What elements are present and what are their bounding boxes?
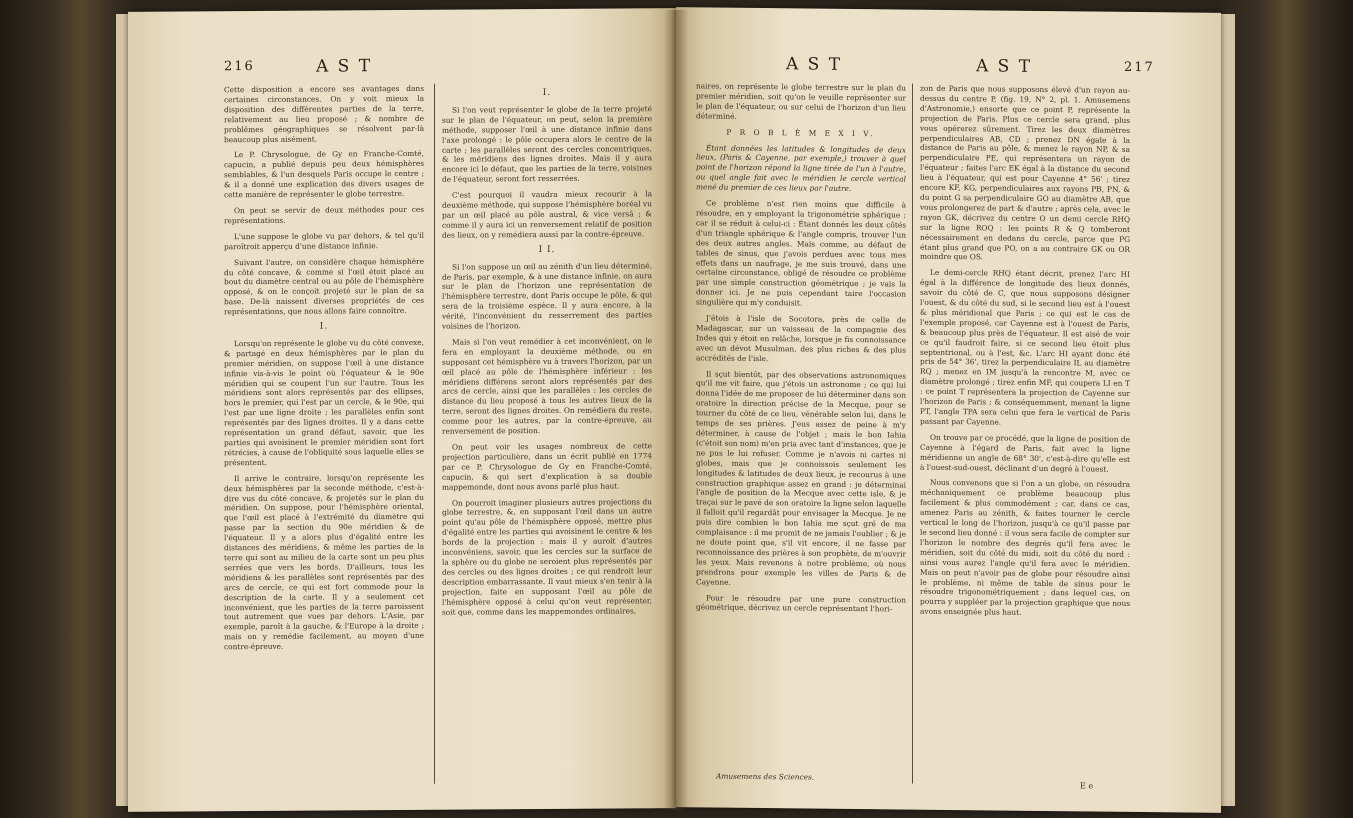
right-page-number: 217 (1124, 59, 1155, 76)
problem-heading: P R O B L È M E X I V. (726, 127, 876, 138)
paragraph: Il arrive le contraire, lorsqu'on représente les deux hémisphères par la seconde méthode, c'est-à-dire vus du côté concave, & projetés sur le plan du méridien. On suppose, pour l'hémisphère oriental, que l'œil est placé à l'extrémité du diamètre qui passe par la section du 90e méridien & de l'équateur. Il y a alors plus d'égalité entre les distances des méridiens, & même les parties de la terre qui sont au milieu de la carte sont un peu plus serrées que vers les bords. D'ailleurs, tous les méridiens & les parallèles sont représentés par des arcs de cercle, ce qui est fort commode pour la description de la carte. Il y a seulement cet inconvénient, que les parties de la terre paroissent tout autrement que vues par dehors. L'Asie, par exemple, paroît à la gauche, & l'Europe à la droite ; mais on y remédie facilement, au moyen d'une contre-épreuve. (224, 472, 424, 652)
left-running-head: A S T (316, 56, 373, 77)
paragraph: naires, on représente le globe terrestre sur le plan du premier méridien, soit qu'on le veuille représenter sur le plan de l'équateur, ou sur celui de l'horizon d'un lieu déterminé. (696, 81, 906, 121)
paragraph: C'est pourquoi il vaudra mieux recourir à la deuxième méthode, qui suppose l'hémisphère boréal vu par un œil placé au pôle austral, & vice versâ ; & comme il y aura ici un renversement relatif de position des lieux, on y remédiera aussi par la contre-épreuve. (442, 189, 652, 240)
right-running-head-1: A S T (786, 54, 843, 75)
paragraph: Il sçut bientôt, par des observations astronomiques qu'il me vit faire, que j'étois un astronome ; ce qui lui donna l'idée de me proposer de lui déterminer dans son oratoire la direction précise de la Mecque, pour se tourner du côté de ce lieu, vénérable selon lui, dans le temps de ses prières. J'eus assez de peine à m'y déterminer, à cause de l'objet ; mais le bon Iahia (c'étoit son nom) m'en pria avec tant d'instances, que je ne pus le lui refuser. Comme je n'avois ni cartes ni globes, mais que je connoissois seulement les longitudes & latitudes de deux lieux, je recourus à une construction graphique assez en grand : je déterminai l'angle de position de la Mecque avec cette isle, & je traçai sur le pavé de son oratoire la ligne selon laquelle il falloit qu'il regardât pour envisager la Mecque. Je ne puis dire combien le bon Iahia me sçut gré de ma complaisance : il me promit de ne jamais l'oublier ; & je ne doute point que, s'il vit encore, il ne fasse par reconnoissance des prières à son prophète, de m'ouvrir les yeux. Mais revenons à notre problème, où nous prendrons pour exemple les villes de Paris & de Cayenne. (696, 369, 906, 587)
paragraph: Pour le résoudre par une pure construction géométrique, décrivez un cercle représentant l'hori- (696, 592, 906, 614)
paragraph: Nous convenons que si l'on a un globe, on résoudra méchaniquement ce problème beaucoup plus facilement & plus commodément ; car, dans ce cas, amenez Paris au zénith, & faites tourner le cercle vertical le long de l'horizon, jusqu'à ce qu'il passe par le second lieu donné : il vous sera facile de compter sur l'horizon le nombre des degrés qu'il fera avec le méridien, soit du côté du midi, soit du côté du nord : ainsi vous aurez l'angle qu'il fera avec le méridien. Mais on peut n'avoir pas de globe pour résoudre ainsi le problème, ni même de table de sinus pour le résoudre trigonométriquement ; dans lequel cas, on pourra y suppléer par la projection graphique que nous avons enseignée plus haut. (920, 478, 1130, 617)
left-column-1 (224, 84, 424, 658)
paragraph: L'une suppose le globe vu par dehors, & tel qu'il paroîtroit apperçu d'une distance infinie. (224, 230, 424, 251)
paragraph: Lorsqu'on représente le globe vu du côté convexe, & partagé en deux hémisphères par le plan du premier méridien, on suppose l'œil à une distance infinie vis-à-vis le point où l'équateur & le 90e méridien qui se coupent l'un sur l'autre. Tous les méridiens sont alors représentés par des ellipses, hors le premier, qui l'est par un cercle, & le 90e, qui l'est par une ligne droite ; les parallèles enfin sont représentés par des lignes droites. Il y a dans cette représentation un grand défaut, savoir, que les parties qui avoisinent le premier méridien sont fort rétrécies, à cause de l'obliquité sous laquelle elles se présentent. (224, 337, 424, 468)
left-column-2 (442, 82, 652, 623)
paragraph: On trouve par ce procédé, que la ligne de position de Cayenne à l'égard de Paris, fait avec la ligne méridienne un angle de 68° 30', c'est-à-dire qu'elle est à l'ouest-sud-ouest, déclinant d'un degré à l'ouest. (920, 432, 1130, 474)
paragraph: Le P. Chrysologue, de Gy en Franche-Comté, capucin, a publié depuis peu deux hémisphères semblables, & l'un desquels Paris occupe le centre ; & il a donné une explication des divers usages de cette manière de représenter le globe terrestre. (224, 149, 424, 200)
section-heading-1: I. (542, 87, 552, 99)
footer-title: Amusemens des Sciences. (716, 771, 815, 782)
right-page-edges (1221, 14, 1235, 806)
right-header (676, 53, 1221, 85)
right-column-1 (696, 81, 906, 621)
column-rule (912, 84, 913, 784)
paragraph: Le demi-cercle RHQ étant décrit, prenez l'arc HI égal à la différence de longitude des lieux donnés, savoir du côté de C, que nous supposons désigner l'ouest, & du côté du sud, si le second lieu est à l'ouest & plus méridional que Paris ; ce qui est le cas de l'exemple proposé, car Cayenne est à l'ouest de Paris, & beaucoup plus près de l'équateur. Il est aisé de voir ce qu'il faudroit faire, si ce second lieu étoit plus septentrional, ou à l'est, &c. L'arc HI ayant donc été pris de 54° 36', tirez la perpendiculaire IL au diamètre RQ ; menez en IM jusqu'à la rencontre M, avec ce diamètre prolongé ; tirez enfin MF, qui coupera LI en T : ce point T représentera la projection de Cayenne sur l'horizon de Paris ; & conséquemment, menant la ligne PT, l'angle TPA sera celui que fera le vertical de Paris passant par Cayenne. (920, 268, 1130, 427)
paragraph: On peut se servir de deux méthodes pour ces représentations. (224, 204, 424, 226)
paragraph: Cette disposition a encore ses avantages dans certaines circonstances. On y voit mieux la disposition des différentes parties de la terre, relativement au lieu proposé ; & nombre de problêmes géographiques se résolvent par-là beaucoup plus aisément. (224, 83, 424, 144)
paragraph: On pourroit imaginer plusieurs autres projections du globe terrestre, &, en supposant l'œil dans un autre point qu'au pôle de l'hémisphère opposé, mettre plus d'égalité entre les parties qui avoisinent le centre & les bords de la projection : mais il y auroit d'autres inconvéniens, savoir, que les cercles sur la surface de la sphère ou du globe ne seroient plus représentés par des cercles ou des lignes droites ; ce qui rendroit leur description embarrassante. Il vaut mieux s'en tenir à la projection, faite en supposant l'œil au pôle de l'hémisphère opposé à celui qu'on veut représenter, soit que, comme dans les mappemondes ordinaires, (442, 496, 652, 617)
left-header (128, 54, 676, 84)
column-rule (434, 84, 435, 784)
paragraph: Ce problème n'est rien moins que difficile à résoudre, en y employant la trigonométrie sphérique ; car il se réduit à celui-ci : Étant donnés les deux côtés d'un triangle sphérique & l'angle compris, trouver l'un des deux autres angles. Mais comme, au défaut de tables de sinus, que j'avois perdues avec tous mes effets dans un naufrage, je me suis trouvé, dans une certaine circonstance, obligé de résoudre ce problème par une simple construction géométrique ; je vais la donner ici. Je ne puis cependant taire l'occasion singulière qui m'y conduisit. (696, 198, 906, 308)
section-number: I. (319, 321, 329, 332)
right-column-2 (920, 84, 1130, 625)
paragraph: On peut voir les usages nombreux de cette projection particulière, dans un écrit publié en 1774 par ce P. Chrysologue de Gy en Franche-Comté, capucin, & qui sert d'explication à sa double mappemonde, dont nous avons parlé plus haut. (442, 441, 652, 492)
right-running-head-2: A S T (976, 56, 1033, 77)
signature-mark: E e (1080, 781, 1094, 791)
left-page-number: 216 (224, 59, 255, 75)
paragraph: J'étois à l'isle de Socotora, près de celle de Madagascar, sur un vaisseau de la compagnie des Indes qui y étoit en relâche, lorsque je fis connoissance avec un dévot Musulman, des plus riches & des plus accrédités de l'isle. (696, 313, 906, 363)
paragraph: Mais si l'on veut remédier à cet inconvénient, on le fera en employant la deuxième méthode, ou en supposant cet hémisphère vu à travers l'horizon, par un œil placé au pôle de l'hémisphère inférieur : les méridiens différens seront alors représentés par des arcs de cercle, ainsi que les parallèles : les cercles de distance du lieu proposé à tous les autres lieux de la terre, seront des lignes droites. On remédiera du reste, comme pour les autres, par la contre-épreuve, au renversement de position. (442, 336, 653, 436)
book-gutter (664, 10, 688, 810)
paragraph: Suivant l'autre, on considère chaque hémisphère du côté concave, & comme si l'œil étoit placé au bout du diamètre central ou au pôle de l'hémisphère opposé, & on le conçoit projeté sur le plan de sa base. De-là naissent diverses propriétés de ces représentations, que nous allons faire connoître. (224, 256, 424, 317)
problem-statement: Étant données les latitudes & longitudes de deux lieux, (Paris & Cayenne, par exemple,) trouver à quel point de l'horizon répond la ligne tirée de l'un à l'autre, ou quel angle fait avec le méridien le cercle vertical mené du premier de ces lieux par l'autre. (696, 142, 906, 194)
paragraph: Si l'on veut représenter le globe de la terre projeté sur le plan de l'équateur, on peut, selon la première méthode, supposer l'œil à une distance infinie dans l'axe prolongé : le pôle occupera alors le centre de la carte ; les parallèles seront des cercles concentriques, & les méridiens des lignes droites. Mais il y aura encore ici le défaut, que les parties de la terre, voisines de l'équateur, seront fort resserrées. (442, 104, 652, 184)
paragraph: Si l'on suppose un œil au zénith d'un lieu déterminé, de Paris, par exemple, & à une distance infinie, on aura sur le plan de l'horizon une représentation de l'hémisphère terrestre, dont Paris occupe le pôle, & qui sera de la troisième espèce. Il y aura encore, à la vérité, l'inconvénient du resserrement des parties voisines de l'horizon. (442, 260, 652, 331)
right-page (676, 7, 1221, 813)
left-page (128, 8, 676, 812)
section-heading-2: I I. (538, 244, 556, 255)
paragraph: zon de Paris que nous supposons élevé d'un rayon au-dessus du centre P, (fig. 19, N° 2, pl. 1. Amusemens d'Astronomie,) ensorte que ce point P, représente la projection de Paris. Plus ce cercle sera grand, plus vous opérerez sûrement. Tirez les deux diamètres perpendiculaires AB, CD ; prenez DN égale à la distance de Paris au pôle, & menez le rayon NP, & sa perpendiculaire PE, qui représentera un rayon de l'équateur ; faites l'arc EK égal à la distance du second lieu à l'équateur, qui est pour Cayenne 4° 56' ; tirez encore KF, KG, perpendiculaires aux rayons PB, PN, & du point G sa perpendiculaire GO au diamètre AB, que vous prolongerez de part & d'autre ; après cela, avec le rayon GK, décrivez du centre O un demi cercle RHQ sur la ligne ROQ : les points R & Q tomberont nécessairement en dedans du cercle, parce que PG étant plus grand que PO, on a au contraire GK ou OR moindre que OS. (920, 83, 1130, 262)
